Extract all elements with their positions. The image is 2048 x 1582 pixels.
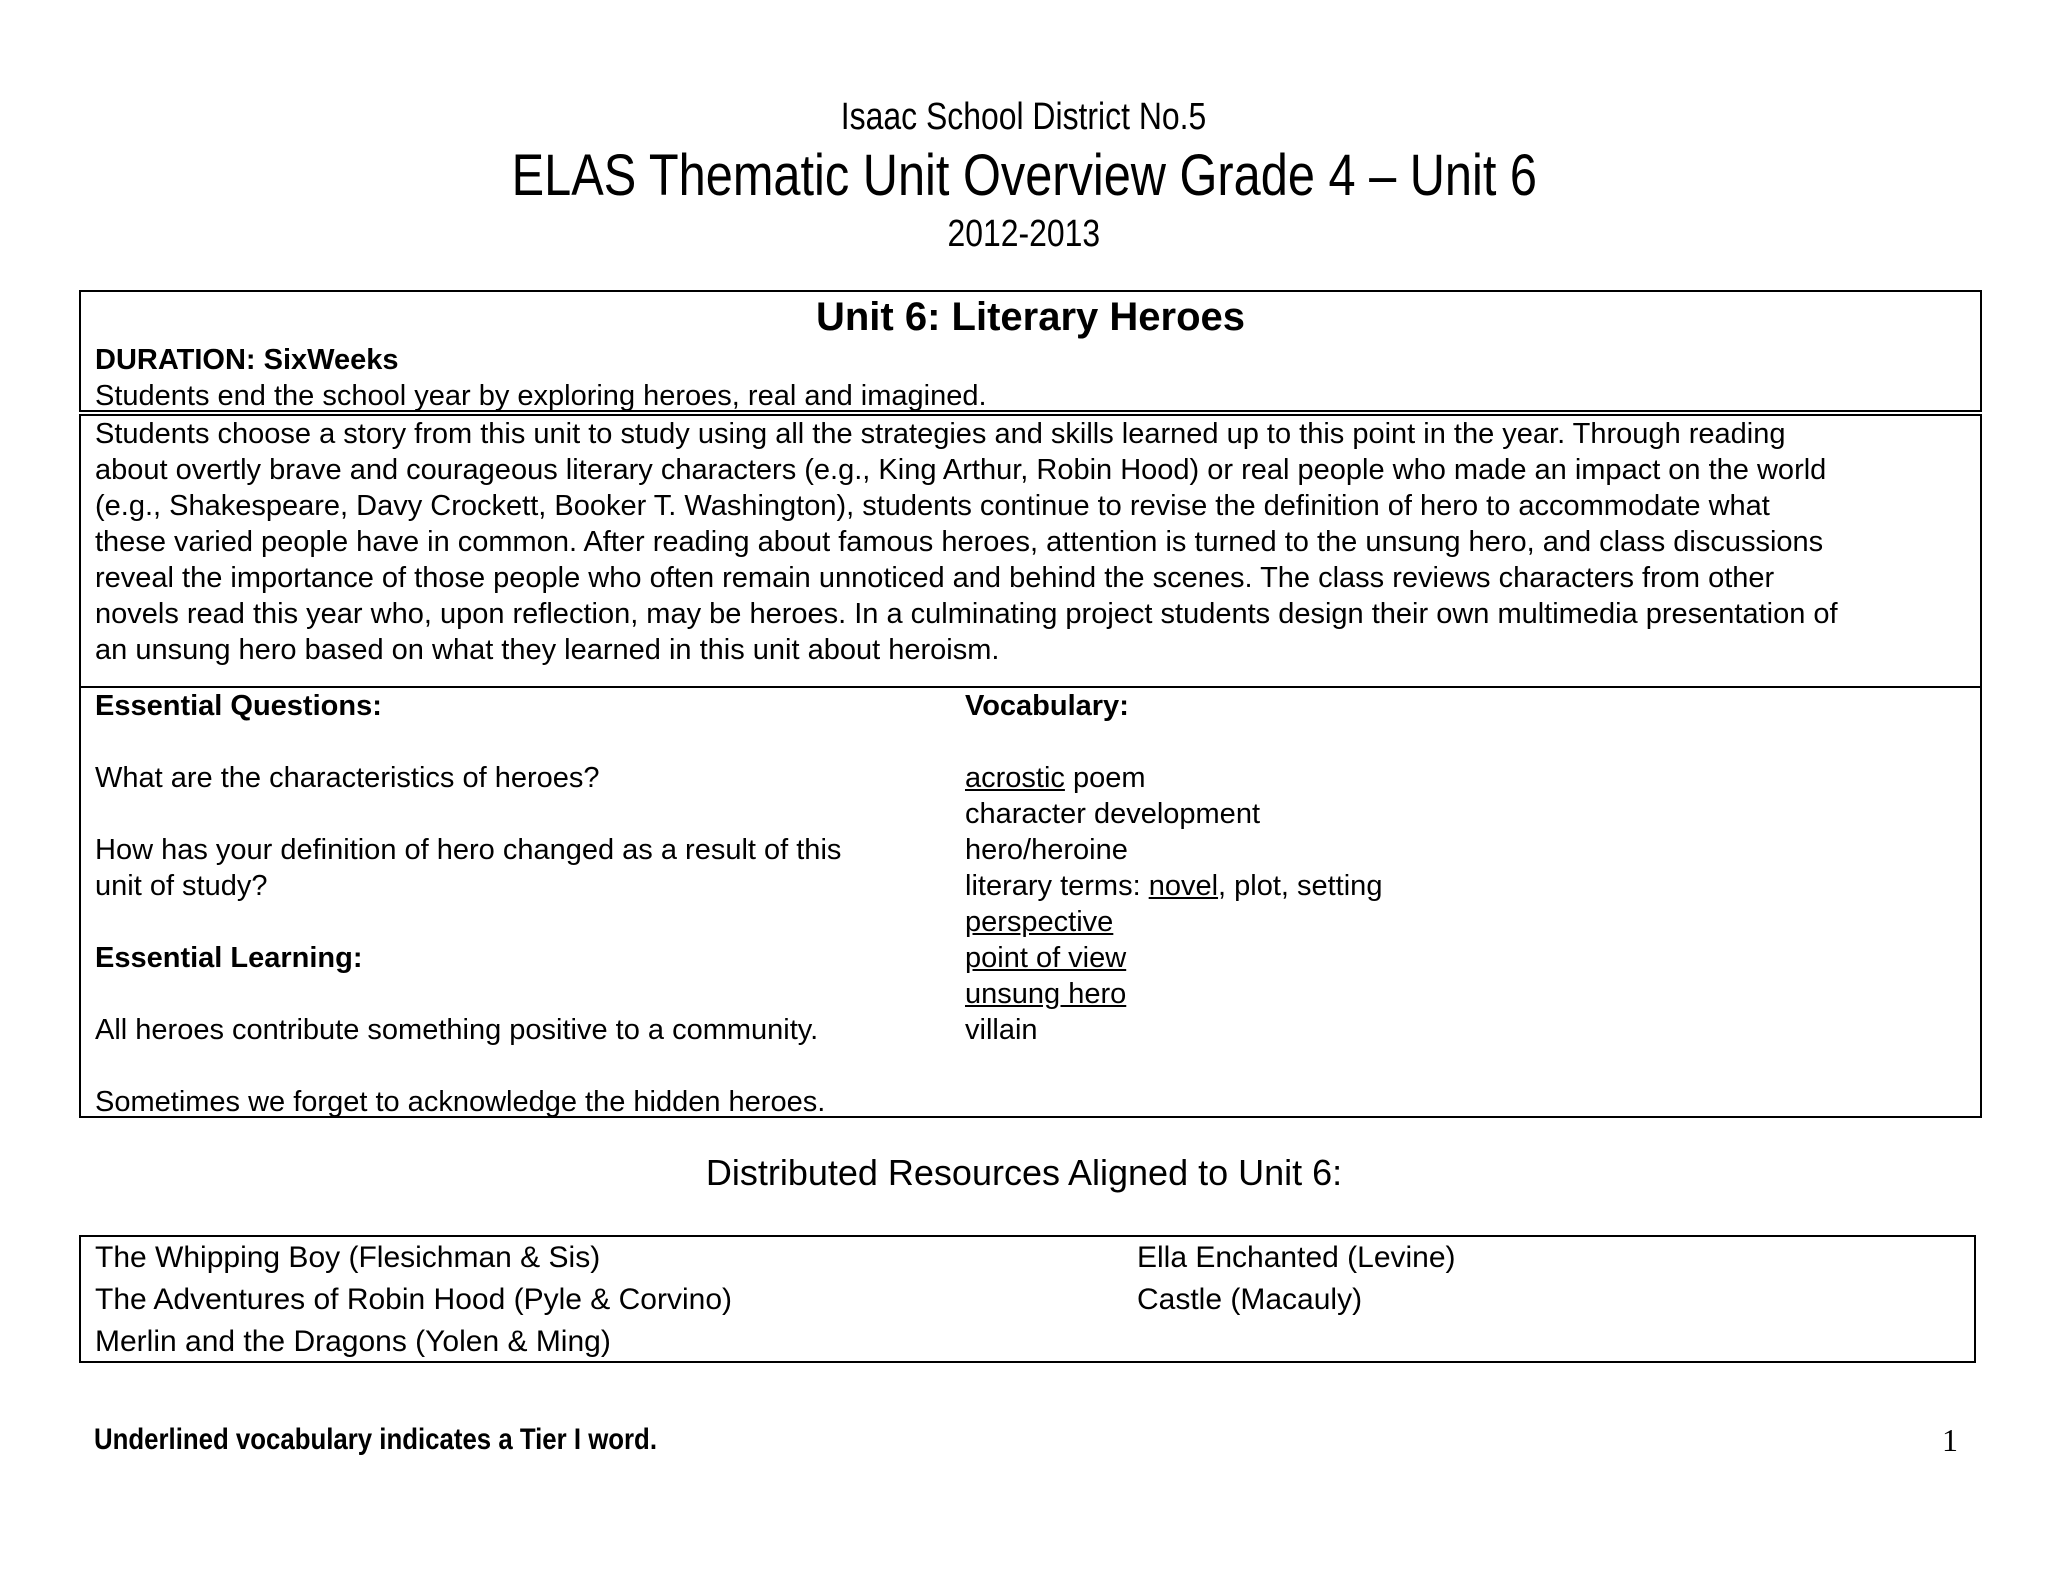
vocabulary-column (965, 688, 1865, 1048)
resource-item: Merlin and the Dragons (Yolen & Ming) (95, 1325, 611, 1358)
vocabulary-heading: Vocabulary: (965, 690, 1129, 722)
resource-item: The Whipping Boy (Flesichman & Sis) (95, 1241, 601, 1274)
description-line: these varied people have in common. After reading about famous heroes, attention is turned to the unsung hero, and class discussions (95, 526, 1824, 558)
resources-heading: Distributed Resources Aligned to Unit 6: (705, 1152, 1343, 1193)
vocabulary-item (965, 868, 1865, 904)
vocabulary-word: poem (1064, 762, 1146, 794)
description-line: (e.g., Shakespeare, Davy Crockett, Booker T. Washington), students continue to revise the definition of hero to accommodate what (95, 490, 1770, 522)
vocabulary-item-tier1: unsung hero (965, 978, 1127, 1010)
unit-summary: Students end the school year by exploring heroes, real and imagined. (95, 380, 987, 412)
duration-value: SixWeeks (263, 344, 399, 376)
resource-item: Castle (Macauly) (1137, 1283, 1363, 1316)
essential-questions-box (79, 686, 1982, 1118)
vocabulary-word-tier1: acrostic (965, 762, 1065, 794)
unit-overview-box (79, 290, 1982, 412)
description-line: Students choose a story from this unit to study using all the strategies and skills learned up to this point in the year. Through reading (95, 418, 1786, 450)
essential-learning-item: All heroes contribute something positive to a community. (95, 1014, 819, 1046)
vocabulary-item: hero/heroine (965, 834, 1128, 866)
vocabulary-word-tier1: novel (1148, 870, 1219, 902)
vocabulary-item (965, 760, 1865, 796)
resources-left-column (95, 1237, 1095, 1363)
vocabulary-word: , plot, setting (1218, 870, 1383, 902)
unit-description-box (79, 414, 1982, 688)
duration-line (95, 342, 1966, 378)
description-line: novels read this year who, upon reflection, may be heroes. In a culminating project students design their own multimedia presentation of (95, 598, 1838, 630)
page-number: 1 (1942, 1422, 1958, 1458)
vocabulary-item-tier1: point of view (965, 942, 1127, 974)
essential-learning-item: Sometimes we forget to acknowledge the hidden heroes. (95, 1086, 826, 1118)
resource-item: The Adventures of Robin Hood (Pyle & Corvino) (95, 1283, 732, 1316)
unit-title: Unit 6: Literary Heroes (815, 295, 1246, 339)
footer-note: Underlined vocabulary indicates a Tier I word. (94, 1423, 657, 1456)
document-header (0, 92, 2048, 258)
resource-item: Ella Enchanted (Levine) (1137, 1241, 1456, 1274)
essential-column (95, 688, 935, 1120)
vocabulary-item: villain (965, 1014, 1038, 1046)
school-year: 2012-2013 (947, 213, 1101, 255)
essential-question: What are the characteristics of heroes? (95, 762, 600, 794)
essential-questions-heading: Essential Questions: (95, 690, 382, 722)
duration-label: DURATION: (95, 344, 256, 376)
description-line: about overtly brave and courageous literary characters (e.g., King Arthur, Robin Hood) or real people who made an impact on the world (95, 454, 1827, 486)
resources-right-column (1137, 1237, 1937, 1321)
description-line: reveal the importance of those people who often remain unnoticed and behind the scenes. The class reviews characters from other (95, 562, 1775, 594)
district-name: Isaac School District No.5 (841, 96, 1207, 138)
document-title: ELAS Thematic Unit Overview Grade 4 – Unit 6 (511, 143, 1537, 208)
vocabulary-word: literary terms: (965, 870, 1149, 902)
vocabulary-item: character development (965, 798, 1260, 830)
essential-question: How has your definition of hero changed as a result of this (95, 834, 842, 866)
resources-box (79, 1235, 1976, 1363)
essential-question-continued: unit of study? (95, 870, 268, 902)
vocabulary-item-tier1: perspective (965, 906, 1114, 938)
description-line: an unsung hero based on what they learned in this unit about heroism. (95, 634, 1000, 666)
essential-learning-heading: Essential Learning: (95, 942, 363, 974)
